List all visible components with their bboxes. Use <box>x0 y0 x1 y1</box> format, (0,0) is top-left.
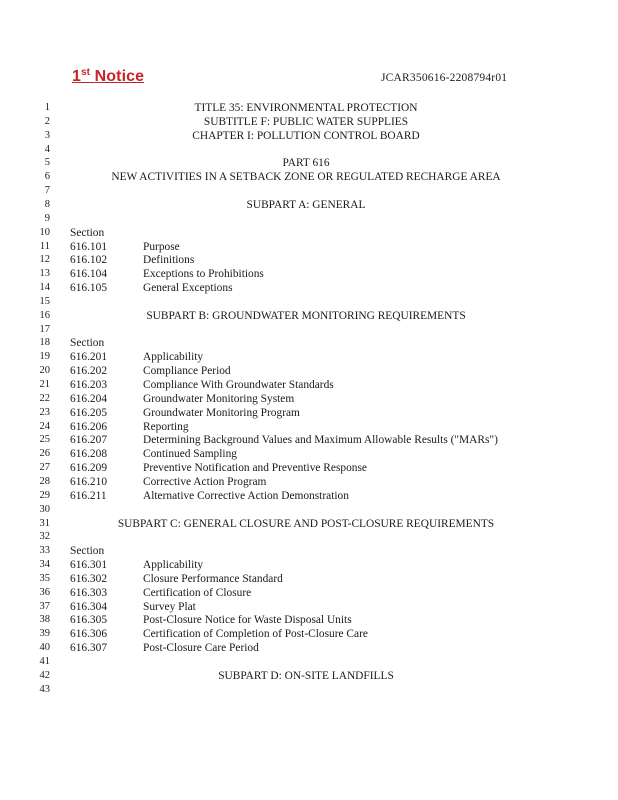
heading-text: SUBPART C: GENERAL CLOSURE AND POST-CLOSURE REQUIREMENTS <box>117 517 495 530</box>
document-line <box>0 572 618 586</box>
heading-text: CHAPTER I: POLLUTION CONTROL BOARD <box>192 129 420 142</box>
line-number: 30 <box>39 503 50 515</box>
document-line <box>0 198 618 212</box>
section-title: Post-Closure Care Period <box>143 642 259 655</box>
document-line <box>0 336 618 350</box>
section-number: 616.302 <box>70 572 108 585</box>
section-number: 616.105 <box>70 282 108 295</box>
line-number: 11 <box>39 240 50 252</box>
line-number: 35 <box>39 572 50 584</box>
section-number: 616.101 <box>70 240 108 253</box>
heading-text: SUBPART A: GENERAL <box>246 198 366 211</box>
document-line <box>0 420 618 434</box>
line-number: 27 <box>39 462 50 474</box>
section-title: Reporting <box>143 420 189 433</box>
document-line <box>0 184 618 198</box>
heading-text: PART 616 <box>282 157 330 170</box>
section-title: Preventive Notification and Preventive Response <box>143 462 367 475</box>
heading-text: SUBPART B: GROUNDWATER MONITORING REQUIREMENTS <box>146 309 466 322</box>
section-title: Certification of Closure <box>143 586 252 599</box>
line-number: 16 <box>39 309 50 321</box>
document-line <box>0 295 618 309</box>
document-line <box>0 517 618 531</box>
document-line <box>0 489 618 503</box>
section-number: 616.205 <box>70 406 108 419</box>
document-line <box>0 558 618 572</box>
document-line <box>0 600 618 614</box>
section-title: Exceptions to Prohibitions <box>143 268 264 281</box>
section-number: 616.307 <box>70 642 108 655</box>
document-line <box>0 240 618 254</box>
document-line <box>0 683 618 697</box>
heading-text: SUBPART D: ON-SITE LANDFILLS <box>218 669 394 682</box>
document-line <box>0 281 618 295</box>
line-number: 42 <box>39 669 50 681</box>
line-number: 15 <box>39 295 50 307</box>
line-number: 4 <box>44 143 50 155</box>
line-number: 9 <box>44 212 50 224</box>
line-number: 23 <box>39 406 50 418</box>
section-title: Closure Performance Standard <box>143 572 283 585</box>
section-number: 616.203 <box>70 379 108 391</box>
section-number: 616.102 <box>70 254 108 267</box>
document-line <box>0 323 618 337</box>
section-title: Certification of Completion of Post-Closure Care <box>143 628 368 641</box>
document-line <box>0 406 618 420</box>
document-line <box>0 364 618 378</box>
section-title: Determining Background Values and Maximum Allowable Results ("MARs") <box>143 434 498 447</box>
section-number: 616.211 <box>70 489 107 502</box>
line-number: 22 <box>39 392 50 404</box>
section-title: Survey Plat <box>143 600 196 613</box>
notice-word: Notice <box>94 68 145 85</box>
heading-text: TITLE 35: ENVIRONMENTAL PROTECTION <box>194 102 418 114</box>
line-number: 12 <box>39 254 50 266</box>
document-line <box>0 392 618 406</box>
section-title: Corrective Action Program <box>143 475 267 488</box>
document-line <box>0 309 618 323</box>
section-number: 616.210 <box>70 475 108 488</box>
line-number: 29 <box>39 489 50 501</box>
notice-number: 1 <box>72 68 81 85</box>
document-line <box>0 156 618 170</box>
section-number: 616.209 <box>70 462 108 475</box>
document-line <box>0 447 618 461</box>
line-number: 3 <box>44 129 50 141</box>
line-number: 18 <box>39 337 50 349</box>
section-title: General Exceptions <box>143 282 233 295</box>
document-line <box>0 655 618 669</box>
document-line <box>0 170 618 184</box>
heading-text: NEW ACTIVITIES IN A SETBACK ZONE OR REGULATED RECHARGE AREA <box>111 171 501 184</box>
line-number: 26 <box>39 448 50 460</box>
line-number: 5 <box>44 157 50 169</box>
document-line <box>0 433 618 447</box>
line-number: 43 <box>39 683 50 695</box>
section-title: Compliance With Groundwater Standards <box>143 379 334 391</box>
line-number: 38 <box>39 614 50 626</box>
section-number: 616.305 <box>70 614 108 627</box>
document-line <box>0 267 618 281</box>
section-number: 616.201 <box>70 351 108 364</box>
section-title: Applicability <box>143 351 204 364</box>
document-line <box>0 461 618 475</box>
document-line <box>0 530 618 544</box>
section-title: Compliance Period <box>143 365 231 378</box>
line-number: 2 <box>44 115 50 127</box>
document-line <box>0 669 618 683</box>
document-line <box>0 143 618 157</box>
section-number: 616.301 <box>70 559 108 572</box>
line-number: 32 <box>39 531 50 543</box>
document-line <box>0 627 618 641</box>
section-title: Purpose <box>143 240 180 253</box>
section-number: 616.206 <box>70 420 108 433</box>
document-line <box>0 226 618 240</box>
line-number: 21 <box>39 379 50 390</box>
line-number: 8 <box>44 198 50 210</box>
heading-text: SUBTITLE F: PUBLIC WATER SUPPLIES <box>203 115 409 128</box>
section-number: 616.306 <box>70 628 108 641</box>
section-title: Alternative Corrective Action Demonstration <box>143 489 349 502</box>
document-line <box>0 350 618 364</box>
section-title: Groundwater Monitoring Program <box>143 406 300 419</box>
line-number: 13 <box>39 268 50 280</box>
section-number: 616.204 <box>70 392 108 405</box>
line-number: 40 <box>39 642 50 654</box>
line-number: 17 <box>39 323 50 335</box>
document-line <box>0 115 618 129</box>
line-number: 34 <box>39 559 50 571</box>
section-number: 616.104 <box>70 268 108 281</box>
section-number: 616.304 <box>70 600 108 613</box>
document-line <box>0 101 618 115</box>
line-number: 37 <box>39 600 50 612</box>
section-number: 616.303 <box>70 586 108 599</box>
document-line <box>0 586 618 600</box>
notice-heading <box>72 67 144 86</box>
section-number: 616.202 <box>70 365 108 378</box>
section-title: Continued Sampling <box>143 448 237 461</box>
document-line <box>0 613 618 627</box>
section-title: Post-Closure Notice for Waste Disposal Units <box>143 614 352 627</box>
document-line <box>0 129 618 143</box>
line-number: 19 <box>39 351 50 363</box>
document-line <box>0 212 618 226</box>
line-number: 1 <box>44 102 50 113</box>
document-line <box>0 253 618 267</box>
line-number: 10 <box>39 226 50 238</box>
document-line <box>0 378 618 392</box>
section-column-label: Section <box>70 337 105 350</box>
line-number: 20 <box>39 365 50 377</box>
document-line <box>0 503 618 517</box>
line-number: 6 <box>44 171 50 183</box>
section-number: 616.208 <box>70 448 108 461</box>
document-line <box>0 475 618 489</box>
line-number: 31 <box>39 517 50 529</box>
section-number: 616.207 <box>70 434 108 447</box>
section-title: Definitions <box>143 254 195 267</box>
line-number: 36 <box>39 586 50 598</box>
line-number: 14 <box>39 282 50 294</box>
line-number: 28 <box>39 475 50 487</box>
line-number: 24 <box>39 420 50 432</box>
document-line <box>0 641 618 655</box>
line-number: 7 <box>44 185 50 197</box>
section-title: Applicability <box>143 559 204 572</box>
line-number: 39 <box>39 628 50 640</box>
document-line <box>0 544 618 558</box>
line-number: 25 <box>39 434 50 446</box>
section-column-label: Section <box>70 545 105 558</box>
notice-suffix: st <box>81 67 91 78</box>
line-number: 41 <box>39 656 50 667</box>
section-title: Groundwater Monitoring System <box>143 392 295 405</box>
line-number: 33 <box>39 545 50 557</box>
section-column-label: Section <box>70 226 105 239</box>
document-code: JCAR350616-2208794r01 <box>381 72 508 84</box>
